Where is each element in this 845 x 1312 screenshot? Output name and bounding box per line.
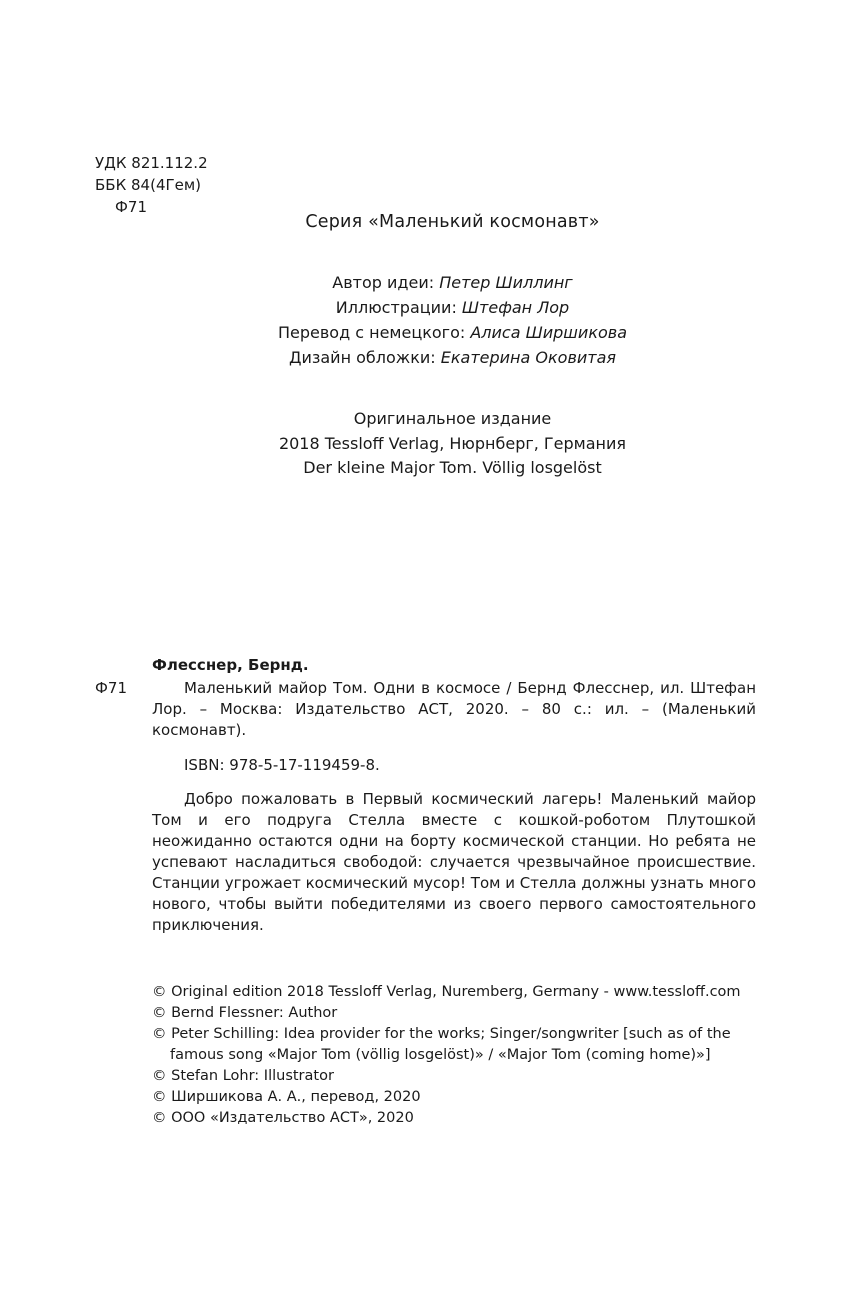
credit-translation — [150, 320, 755, 345]
credits-block — [150, 270, 755, 370]
annotation: Добро пожаловать в Первый космический лагерь! Маленький майор Том и его подруга Стелла вместе с кошкой-роботом Плутошкой неожиданно остаются одни на борту космической станции. Но ребята не успевают насладиться свободой: случается чрезвычайное происшествие. Станции угрожает космический мусор! Том и Стелла должны узнать много нового, чтобы выйти победителями из своего первого самостоятельного приключения. — [152, 790, 756, 934]
credit-illustrations — [150, 295, 755, 320]
credit-name: Алиса Ширшикова — [470, 323, 628, 342]
catalog-author: Флесснер, Бернд. — [152, 656, 309, 674]
classification-codes — [95, 152, 208, 218]
credit-role: Иллюстрации: — [335, 298, 457, 317]
credit-role: Дизайн обложки: — [288, 348, 436, 367]
credit-cover-design — [150, 345, 755, 370]
isbn: ISBN: 978-5-17-119459-8. — [184, 756, 380, 774]
copyright-block — [152, 982, 762, 1129]
series-title: Серия «Маленький космонавт» — [305, 212, 600, 232]
copyright-line: © Stefan Lohr: Illustrator — [152, 1068, 334, 1084]
author-mark: Ф71 — [115, 198, 147, 216]
copyright-line: © Ширшикова А. А., перевод, 2020 — [152, 1089, 421, 1105]
catalog-entry: Маленький майор Том. Одни в космосе / Бернд Флесснер, ил. Штефан Лор. – Москва: Издательство АСТ, 2020. – 80 с.: ил. – (Маленький космонавт). — [152, 679, 756, 739]
bbk-code: ББК 84(4Гем) — [95, 176, 202, 194]
udk-code: УДК 821.112.2 — [95, 154, 208, 172]
original-edition-label: Оригинальное издание — [353, 409, 552, 428]
copyright-line: © Bernd Flessner: Author — [152, 1005, 338, 1021]
catalog-code: Ф71 — [95, 679, 127, 697]
credit-role: Автор идеи: — [332, 273, 435, 292]
credit-name: Петер Шиллинг — [439, 273, 573, 292]
copyright-line: © ООО «Издательство АСТ», 2020 — [152, 1110, 414, 1126]
credit-role: Перевод с немецкого: — [277, 323, 466, 342]
credit-idea — [150, 270, 755, 295]
copyright-line: © Original edition 2018 Tessloff Verlag, Nuremberg, Germany - www.tessloff.com — [152, 984, 741, 1000]
original-title: Der kleine Major Tom. Völlig losgelöst — [303, 458, 602, 477]
original-publisher: 2018 Tessloff Verlag, Нюрнберг, Германия — [278, 433, 627, 453]
credit-name: Екатерина Оковитая — [440, 348, 617, 367]
credit-name: Штефан Лор — [461, 298, 570, 317]
original-edition — [150, 407, 755, 481]
copyright-line: © Peter Schilling: Idea provider for the works; Singer/songwriter [such as of the famous song «Major Tom (völlig losgelöst)» / «Major Tom (coming home)»] — [152, 1026, 731, 1063]
